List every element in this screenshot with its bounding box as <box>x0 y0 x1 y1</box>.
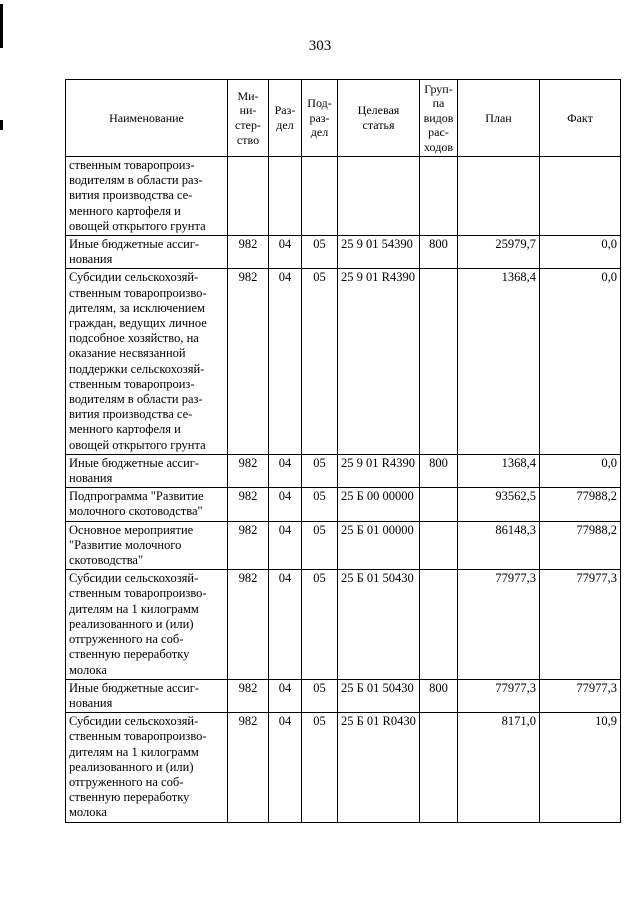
header-fact <box>540 80 621 157</box>
table-row <box>66 521 621 570</box>
expense-group-cell <box>420 157 458 236</box>
subsection-text: 05 <box>313 455 326 470</box>
header-label: Факт <box>567 110 593 125</box>
ministry-text: 982 <box>238 522 258 537</box>
expense-group-cell <box>420 454 458 487</box>
fact-value-text: 0,0 <box>601 237 617 252</box>
section-cell <box>269 488 302 521</box>
plan-value-cell <box>458 157 540 236</box>
section-text: 04 <box>278 680 292 695</box>
ministry-cell <box>228 488 269 521</box>
header-section <box>269 80 302 157</box>
section-cell <box>269 521 302 570</box>
target-article-cell <box>338 713 420 822</box>
row-name-cell <box>66 454 228 487</box>
subsection-text: 05 <box>313 571 326 586</box>
expense-group-cell <box>420 679 458 712</box>
expense-group-cell <box>420 521 458 570</box>
section-text: 04 <box>278 237 292 252</box>
section-cell <box>269 236 302 269</box>
scan-edge-mark <box>0 120 3 130</box>
row-name-text: Субсидии сельскохозяй- ственным товаропроизво- дителям на 1 килограмм реализованного и (или) отгруженного на соб- ственную переработку молока <box>69 571 207 677</box>
table-row <box>66 454 621 487</box>
target-article-text: 25 9 01 54390 <box>341 237 413 252</box>
row-name-cell <box>66 570 228 679</box>
fact-value-cell <box>540 679 621 712</box>
table-body <box>66 157 621 823</box>
plan-value-cell <box>458 713 540 822</box>
row-name-cell <box>66 713 228 822</box>
target-article-text: 25 Б 01 50430 <box>341 680 414 695</box>
section-text: 04 <box>278 270 292 285</box>
ministry-cell <box>228 236 269 269</box>
plan-value-cell <box>458 679 540 712</box>
section-text: 04 <box>278 522 292 537</box>
fact-value-cell <box>540 488 621 521</box>
subsection-cell <box>302 713 338 822</box>
expense-group-cell <box>420 269 458 454</box>
row-name-text: Основное мероприятие "Развитие молочного скотоводства" <box>69 522 194 568</box>
table-row <box>66 236 621 269</box>
fact-value-text: 0,0 <box>601 455 617 470</box>
plan-value-cell <box>458 570 540 679</box>
target-article-cell <box>338 679 420 712</box>
section-cell <box>269 157 302 236</box>
row-name-text: Иные бюджетные ассиг- нования <box>69 455 200 486</box>
subsection-text: 05 <box>313 522 326 537</box>
plan-value-text: 8171,0 <box>501 714 536 729</box>
subsection-cell <box>302 454 338 487</box>
ministry-cell <box>228 679 269 712</box>
subsection-cell <box>302 488 338 521</box>
section-text: 04 <box>278 714 292 729</box>
budget-table <box>65 79 621 823</box>
table-row <box>66 157 621 236</box>
target-article-text: 25 Б 01 50430 <box>341 571 414 586</box>
plan-value-cell <box>458 488 540 521</box>
ministry-cell <box>228 570 269 679</box>
header-plan <box>458 80 540 157</box>
expense-group-text: 800 <box>429 237 448 252</box>
page-number: 303 <box>308 38 332 54</box>
header-subsection <box>302 80 338 157</box>
fact-value-cell <box>540 521 621 570</box>
ministry-text: 982 <box>238 455 258 470</box>
fact-value-text: 77988,2 <box>576 522 617 537</box>
plan-value-cell <box>458 269 540 454</box>
expense-group-cell <box>420 570 458 679</box>
ministry-cell <box>228 454 269 487</box>
fact-value-text: 77977,3 <box>576 571 617 586</box>
section-cell <box>269 269 302 454</box>
row-name-text: Иные бюджетные ассиг- нования <box>69 680 200 710</box>
ministry-text: 982 <box>238 714 258 729</box>
subsection-cell <box>302 236 338 269</box>
fact-value-cell <box>540 236 621 269</box>
fact-value-text: 77977,3 <box>576 680 617 695</box>
table-row <box>66 269 621 454</box>
fact-value-cell <box>540 713 621 822</box>
plan-value-cell <box>458 521 540 570</box>
section-text: 04 <box>278 455 292 470</box>
fact-value-text: 10,9 <box>595 714 617 729</box>
plan-value-cell <box>458 454 540 487</box>
section-cell <box>269 454 302 487</box>
header-name <box>66 80 228 157</box>
table-row <box>66 713 621 822</box>
target-article-cell <box>338 157 420 236</box>
header-label: Раз- дел <box>274 103 296 132</box>
row-name-text: Иные бюджетные ассиг- нования <box>69 237 200 267</box>
expense-group-text: 800 <box>429 680 448 695</box>
fact-value-cell <box>540 157 621 236</box>
section-cell <box>269 570 302 679</box>
row-name-cell <box>66 269 228 454</box>
target-article-cell <box>338 521 420 570</box>
ministry-text: 982 <box>238 489 258 504</box>
fact-value-cell <box>540 570 621 679</box>
target-article-cell <box>338 570 420 679</box>
subsection-cell <box>302 269 338 454</box>
row-name-cell <box>66 679 228 712</box>
table-header-row <box>66 80 621 157</box>
ministry-text: 982 <box>238 270 258 285</box>
target-article-text: 25 Б 01 R0430 <box>341 714 416 729</box>
section-cell <box>269 713 302 822</box>
table-row <box>66 570 621 679</box>
ministry-cell <box>228 521 269 570</box>
plan-value-text: 93562,5 <box>495 489 536 504</box>
target-article-text: 25 Б 00 00000 <box>341 489 414 504</box>
header-group <box>420 80 458 157</box>
plan-value-cell <box>458 236 540 269</box>
table-row <box>66 679 621 712</box>
subsection-text: 05 <box>313 270 326 285</box>
fact-value-text: 0,0 <box>601 270 617 285</box>
expense-group-cell <box>420 236 458 269</box>
header-label: Целевая статья <box>357 103 400 132</box>
row-name-cell <box>66 488 228 521</box>
ministry-cell <box>228 269 269 454</box>
row-name-text: Подпрограмма "Развитие молочного скотоводства" <box>69 489 204 519</box>
subsection-cell <box>302 157 338 236</box>
subsection-cell <box>302 570 338 679</box>
subsection-cell <box>302 521 338 570</box>
fact-value-cell <box>540 269 621 454</box>
target-article-text: 25 9 01 R4390 <box>341 455 415 470</box>
ministry-cell <box>228 157 269 236</box>
subsection-text: 05 <box>313 680 326 695</box>
plan-value-text: 86148,3 <box>495 522 536 537</box>
row-name-text: ственным товаропроиз- водителям в области раз- вития производства се- менного картофеля и овощей открытого грунта <box>69 158 206 233</box>
ministry-text: 982 <box>238 571 258 586</box>
subsection-text: 05 <box>313 714 326 729</box>
header-ministry <box>228 80 269 157</box>
section-cell <box>269 679 302 712</box>
header-label: Под- раз- дел <box>307 96 332 140</box>
expense-group-cell <box>420 713 458 822</box>
fact-value-text: 77988,2 <box>576 489 617 504</box>
target-article-cell <box>338 269 420 454</box>
ministry-cell <box>228 713 269 822</box>
expense-group-text: 800 <box>429 455 448 470</box>
target-article-cell <box>338 454 420 487</box>
header-target <box>338 80 420 157</box>
ministry-text: 982 <box>238 237 258 252</box>
section-text: 04 <box>278 489 292 504</box>
header-label: Груп- па видов рас- ходов <box>423 81 454 154</box>
header-label: Ми- ни- стер- ство <box>235 88 261 147</box>
plan-value-text: 1368,4 <box>501 270 536 285</box>
row-name-cell <box>66 521 228 570</box>
table-row <box>66 488 621 521</box>
row-name-text: Субсидии сельскохозяй- ственным товаропроизво- дителям, за исключением граждан, ведущих личное подсобное хозяйство, на оказание несвязанной поддержки сельскохозяй- ственным товаропроиз- водителям в области раз- вития производства се- менного картофеля и овощей открытого грунта <box>69 270 207 452</box>
plan-value-text: 25979,7 <box>495 237 536 252</box>
ministry-text: 982 <box>238 680 258 695</box>
expense-group-cell <box>420 488 458 521</box>
target-article-cell <box>338 488 420 521</box>
row-name-cell <box>66 157 228 236</box>
target-article-text: 25 9 01 R4390 <box>341 270 415 285</box>
target-article-cell <box>338 236 420 269</box>
header-label: План <box>485 110 512 125</box>
row-name-text: Субсидии сельскохозяй- ственным товаропроизво- дителям на 1 килограмм реализованного и (или) отгруженного на соб- ственную переработку молока <box>69 714 207 820</box>
target-article-text: 25 Б 01 00000 <box>341 522 414 537</box>
fact-value-cell <box>540 454 621 487</box>
subsection-text: 05 <box>313 489 326 504</box>
subsection-cell <box>302 679 338 712</box>
header-label: Наименование <box>109 110 184 125</box>
section-text: 04 <box>278 571 292 586</box>
plan-value-text: 77977,3 <box>495 680 536 695</box>
row-name-cell <box>66 236 228 269</box>
plan-value-text: 1368,4 <box>501 455 536 470</box>
plan-value-text: 77977,3 <box>495 571 536 586</box>
subsection-text: 05 <box>313 237 326 252</box>
